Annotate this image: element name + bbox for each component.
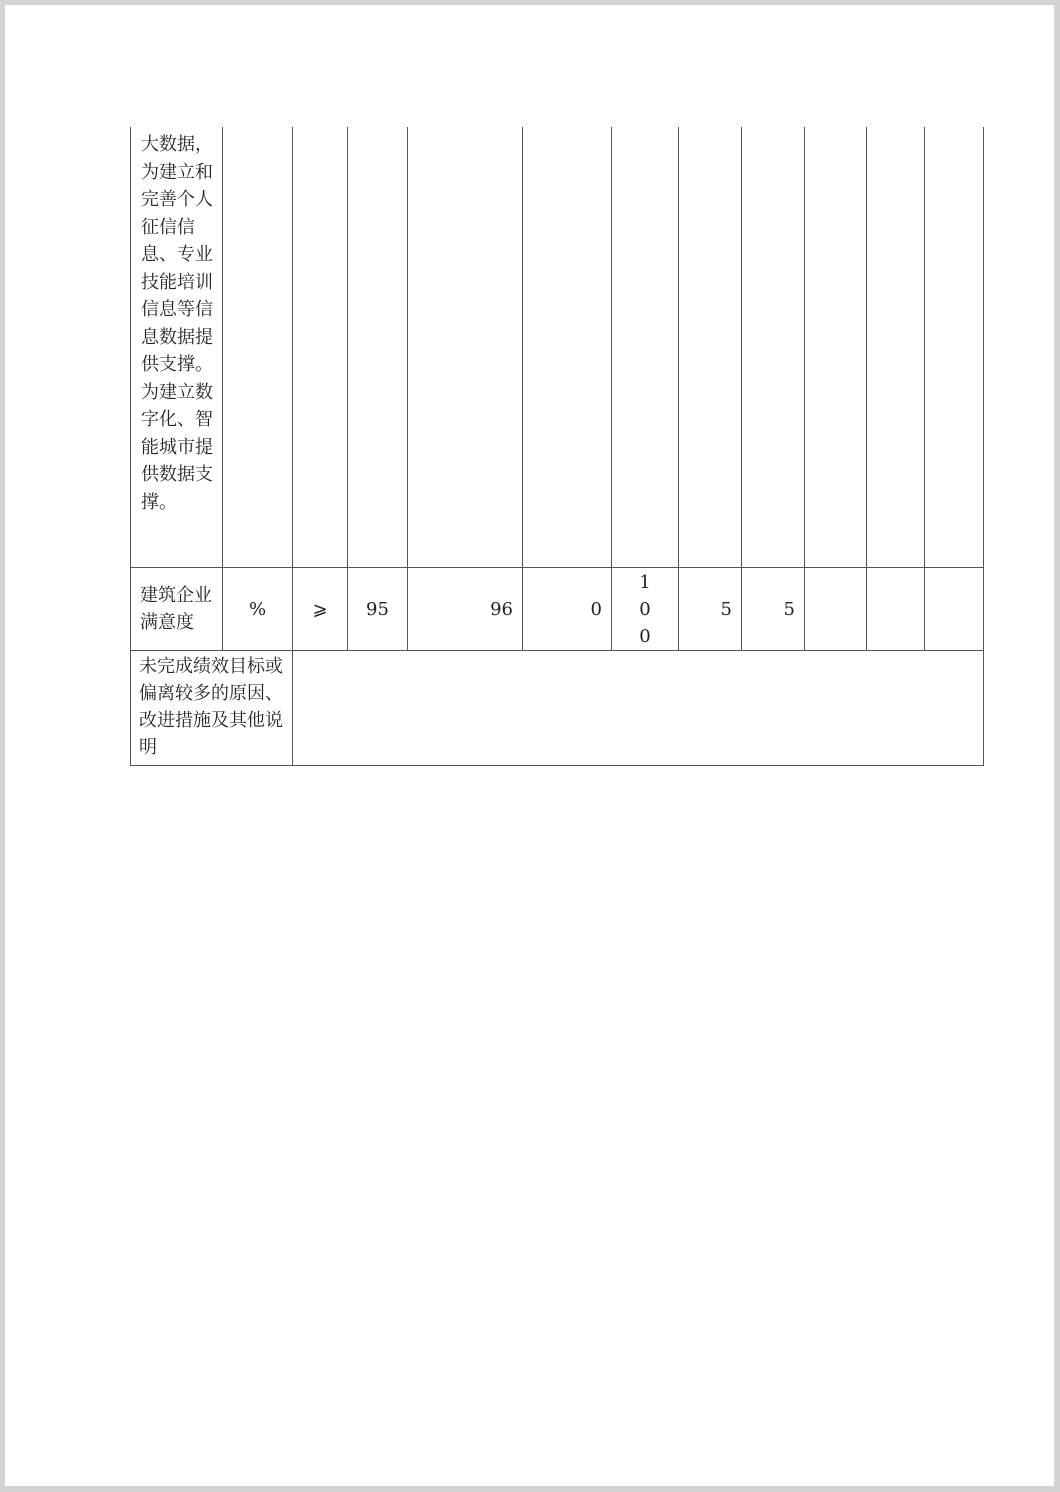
weight-value: 5	[679, 568, 742, 651]
completion-rate: 100	[612, 568, 679, 651]
column-divider	[983, 127, 984, 567]
column-divider	[222, 127, 223, 567]
column-divider	[522, 127, 523, 567]
column-divider	[347, 127, 348, 567]
column-divider	[611, 127, 612, 567]
indicator-name: 建筑企业满意度	[131, 568, 223, 651]
column-divider	[804, 127, 805, 567]
column-divider	[130, 127, 131, 567]
empty-cell	[867, 568, 925, 651]
operator-cell: ⩾	[293, 568, 348, 651]
deviation-value: 0	[523, 568, 612, 651]
target-value: 95	[348, 568, 408, 651]
table-row	[131, 568, 984, 651]
performance-table	[130, 567, 984, 766]
indicator-description: 大数据，为建立和完善个人征信信息、专业技能培训信息等信息数据提供支撑。为建立数字化、智能城市提供数据支撑。	[141, 134, 213, 513]
column-divider	[407, 127, 408, 567]
actual-value: 96	[408, 568, 523, 651]
column-divider	[924, 127, 925, 567]
empty-cell	[805, 568, 867, 651]
empty-cell	[925, 568, 984, 651]
notes-label: 未完成绩效目标或偏离较多的原因、改进措施及其他说明	[131, 651, 293, 766]
score-value: 5	[742, 568, 805, 651]
table-continuation	[130, 127, 984, 567]
column-divider	[741, 127, 742, 567]
column-divider	[678, 127, 679, 567]
column-divider	[292, 127, 293, 567]
notes-content	[293, 651, 984, 766]
table-row	[131, 651, 984, 766]
column-divider	[866, 127, 867, 567]
unit-cell: %	[223, 568, 293, 651]
